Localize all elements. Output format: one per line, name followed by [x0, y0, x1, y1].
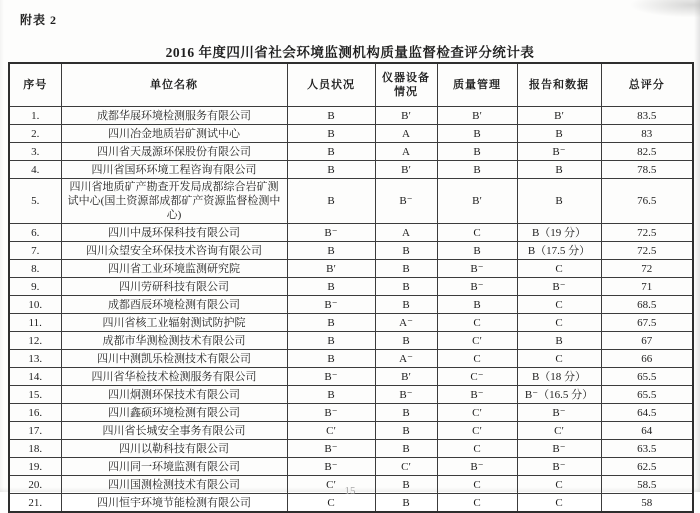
serial-cell: 8. [9, 260, 61, 278]
column-header-equipment: 仪器设备情况 [375, 63, 437, 107]
equipment-grade-cell: A [375, 143, 437, 161]
unit-name-cell: 四川鑫硕环境检测有限公司 [61, 404, 287, 422]
report-grade-cell: C [517, 314, 601, 332]
personnel-grade-cell: B [287, 161, 375, 179]
total-score-cell: 72 [601, 260, 693, 278]
personnel-grade-cell: B⁻ [287, 458, 375, 476]
report-grade-cell: C [517, 260, 601, 278]
equipment-grade-cell: A [375, 224, 437, 242]
total-score-cell: 65.5 [601, 386, 693, 404]
report-grade-cell: B′ [517, 107, 601, 125]
personnel-grade-cell: B [287, 350, 375, 368]
unit-name-cell: 四川省天晟源环保股份有限公司 [61, 143, 287, 161]
total-score-cell: 67.5 [601, 314, 693, 332]
table-row [9, 314, 693, 332]
quality-grade-cell: C [437, 494, 517, 513]
total-score-cell: 58 [601, 494, 693, 513]
quality-grade-cell: C′ [437, 404, 517, 422]
report-grade-cell: C [517, 350, 601, 368]
report-grade-cell: B（19 分） [517, 224, 601, 242]
table-row [9, 242, 693, 260]
total-score-cell: 67 [601, 332, 693, 350]
quality-grade-cell: B′ [437, 107, 517, 125]
quality-grade-cell: B [437, 143, 517, 161]
unit-name-cell: 四川中测凯乐检测技术有限公司 [61, 350, 287, 368]
report-grade-cell: B⁻ [517, 440, 601, 458]
quality-grade-cell: C [437, 476, 517, 494]
quality-grade-cell: B [437, 125, 517, 143]
equipment-grade-cell: B⁻ [375, 386, 437, 404]
column-header-quality: 质量管理 [437, 63, 517, 107]
column-header-report: 报告和数据 [517, 63, 601, 107]
total-score-cell: 68.5 [601, 296, 693, 314]
quality-grade-cell: C′ [437, 332, 517, 350]
total-score-cell: 83 [601, 125, 693, 143]
total-score-cell: 78.5 [601, 161, 693, 179]
table-body [9, 107, 693, 513]
personnel-grade-cell: B [287, 386, 375, 404]
table-row [9, 143, 693, 161]
serial-cell: 9. [9, 278, 61, 296]
table-row [9, 458, 693, 476]
total-score-cell: 71 [601, 278, 693, 296]
equipment-grade-cell: A⁻ [375, 314, 437, 332]
report-grade-cell: C [517, 494, 601, 513]
quality-grade-cell: C [437, 314, 517, 332]
serial-cell: 12. [9, 332, 61, 350]
table-row [9, 260, 693, 278]
quality-grade-cell: B [437, 161, 517, 179]
equipment-grade-cell: B [375, 476, 437, 494]
equipment-grade-cell: C′ [375, 458, 437, 476]
table-row [9, 125, 693, 143]
equipment-grade-cell: B [375, 242, 437, 260]
equipment-grade-cell: B [375, 404, 437, 422]
total-score-cell: 58.5 [601, 476, 693, 494]
unit-name-cell: 四川众望安全环保技术咨询有限公司 [61, 242, 287, 260]
table-row [9, 161, 693, 179]
serial-cell: 18. [9, 440, 61, 458]
unit-name-cell: 四川炯测环保技术有限公司 [61, 386, 287, 404]
table-row [9, 278, 693, 296]
quality-grade-cell: B′ [437, 179, 517, 224]
quality-grade-cell: B⁻ [437, 458, 517, 476]
report-grade-cell: B [517, 125, 601, 143]
column-header-personnel: 人员状况 [287, 63, 375, 107]
serial-cell: 16. [9, 404, 61, 422]
unit-name-cell: 四川同一环境监测有限公司 [61, 458, 287, 476]
personnel-grade-cell: C′ [287, 476, 375, 494]
equipment-grade-cell: A [375, 125, 437, 143]
personnel-grade-cell: B [287, 179, 375, 224]
personnel-grade-cell: B⁻ [287, 440, 375, 458]
serial-cell: 19. [9, 458, 61, 476]
score-table [8, 62, 694, 513]
quality-grade-cell: C [437, 350, 517, 368]
table-row [9, 386, 693, 404]
serial-cell: 4. [9, 161, 61, 179]
table-row [9, 350, 693, 368]
report-grade-cell: B⁻ [517, 143, 601, 161]
equipment-grade-cell: B′ [375, 161, 437, 179]
table-row [9, 440, 693, 458]
personnel-grade-cell: C [287, 494, 375, 513]
equipment-grade-cell: B [375, 296, 437, 314]
unit-name-cell: 四川冶金地质岩矿测试中心 [61, 125, 287, 143]
equipment-grade-cell: B′ [375, 107, 437, 125]
report-grade-cell: B（18 分） [517, 368, 601, 386]
total-score-cell: 66 [601, 350, 693, 368]
report-grade-cell: B（17.5 分） [517, 242, 601, 260]
equipment-grade-cell: A⁻ [375, 350, 437, 368]
serial-cell: 20. [9, 476, 61, 494]
serial-cell: 2. [9, 125, 61, 143]
personnel-grade-cell: B⁻ [287, 404, 375, 422]
quality-grade-cell: C′ [437, 422, 517, 440]
total-score-cell: 62.5 [601, 458, 693, 476]
unit-name-cell: 四川省地质矿产勘查开发局成都综合岩矿测试中心(国土资源部成都矿产资源监督检测中心) [61, 179, 287, 224]
total-score-cell: 76.5 [601, 179, 693, 224]
personnel-grade-cell: B [287, 332, 375, 350]
personnel-grade-cell: C′ [287, 422, 375, 440]
appendix-label: 附表 2 [20, 13, 58, 27]
personnel-grade-cell: B⁻ [287, 368, 375, 386]
personnel-grade-cell: B [287, 143, 375, 161]
unit-name-cell: 四川省长城安全事务有限公司 [61, 422, 287, 440]
equipment-grade-cell: B [375, 494, 437, 513]
unit-name-cell: 成都华展环境检测服务有限公司 [61, 107, 287, 125]
serial-cell: 13. [9, 350, 61, 368]
page-number: 15 [344, 485, 356, 497]
report-grade-cell: B [517, 161, 601, 179]
table-row [9, 107, 693, 125]
unit-name-cell: 四川省核工业辐射测试防护院 [61, 314, 287, 332]
unit-name-cell: 四川省国环环境工程咨询有限公司 [61, 161, 287, 179]
total-score-cell: 64.5 [601, 404, 693, 422]
serial-cell: 14. [9, 368, 61, 386]
personnel-grade-cell: B⁻ [287, 296, 375, 314]
equipment-grade-cell: B [375, 260, 437, 278]
serial-cell: 1. [9, 107, 61, 125]
unit-name-cell: 四川恒宇环境节能检测有限公司 [61, 494, 287, 513]
equipment-grade-cell: B [375, 440, 437, 458]
report-grade-cell: C [517, 476, 601, 494]
equipment-grade-cell: B [375, 332, 437, 350]
unit-name-cell: 四川国测检测技术有限公司 [61, 476, 287, 494]
quality-grade-cell: B⁻ [437, 386, 517, 404]
report-grade-cell: B [517, 332, 601, 350]
quality-grade-cell: B [437, 296, 517, 314]
personnel-grade-cell: B [287, 314, 375, 332]
total-score-cell: 82.5 [601, 143, 693, 161]
total-score-cell: 63.5 [601, 440, 693, 458]
unit-name-cell: 四川中晟环保科技有限公司 [61, 224, 287, 242]
unit-name-cell: 成都市华测检测技术有限公司 [61, 332, 287, 350]
serial-cell: 11. [9, 314, 61, 332]
personnel-grade-cell: B [287, 125, 375, 143]
quality-grade-cell: B [437, 242, 517, 260]
unit-name-cell: 四川以勒科技有限公司 [61, 440, 287, 458]
column-header-total: 总评分 [601, 63, 693, 107]
report-grade-cell: B⁻（16.5 分） [517, 386, 601, 404]
serial-cell: 21. [9, 494, 61, 513]
report-grade-cell: B⁻ [517, 278, 601, 296]
table-row [9, 404, 693, 422]
serial-cell: 15. [9, 386, 61, 404]
report-grade-cell: B⁻ [517, 458, 601, 476]
table-header-row [9, 63, 693, 107]
total-score-cell: 83.5 [601, 107, 693, 125]
report-grade-cell: C′ [517, 422, 601, 440]
column-header-unit-name: 单位名称 [61, 63, 287, 107]
total-score-cell: 65.5 [601, 368, 693, 386]
report-grade-cell: B [517, 179, 601, 224]
serial-cell: 3. [9, 143, 61, 161]
serial-cell: 6. [9, 224, 61, 242]
report-grade-cell: C [517, 296, 601, 314]
personnel-grade-cell: B [287, 242, 375, 260]
serial-cell: 10. [9, 296, 61, 314]
quality-grade-cell: C [437, 224, 517, 242]
column-header-serial: 序号 [9, 63, 61, 107]
equipment-grade-cell: B⁻ [375, 179, 437, 224]
table-row [9, 179, 693, 224]
unit-name-cell: 四川省华检技术检测服务有限公司 [61, 368, 287, 386]
equipment-grade-cell: B′ [375, 368, 437, 386]
personnel-grade-cell: B′ [287, 260, 375, 278]
unit-name-cell: 成都酉辰环境检测有限公司 [61, 296, 287, 314]
personnel-grade-cell: B [287, 107, 375, 125]
serial-cell: 17. [9, 422, 61, 440]
total-score-cell: 64 [601, 422, 693, 440]
serial-cell: 7. [9, 242, 61, 260]
total-score-cell: 72.5 [601, 224, 693, 242]
report-grade-cell: B⁻ [517, 404, 601, 422]
personnel-grade-cell: B [287, 278, 375, 296]
personnel-grade-cell: B⁻ [287, 224, 375, 242]
quality-grade-cell: C [437, 440, 517, 458]
table-row [9, 368, 693, 386]
quality-grade-cell: C⁻ [437, 368, 517, 386]
quality-grade-cell: B⁻ [437, 278, 517, 296]
table-row [9, 332, 693, 350]
unit-name-cell: 四川劳研科技有限公司 [61, 278, 287, 296]
serial-cell: 5. [9, 179, 61, 224]
unit-name-cell: 四川省工业环境监测研究院 [61, 260, 287, 278]
equipment-grade-cell: B [375, 278, 437, 296]
table-row [9, 224, 693, 242]
table-row [9, 296, 693, 314]
table-row [9, 422, 693, 440]
document-title: 2016 年度四川省社会环境监测机构质量监督检查评分统计表 [165, 45, 535, 60]
total-score-cell: 72.5 [601, 242, 693, 260]
quality-grade-cell: B⁻ [437, 260, 517, 278]
equipment-grade-cell: B [375, 422, 437, 440]
